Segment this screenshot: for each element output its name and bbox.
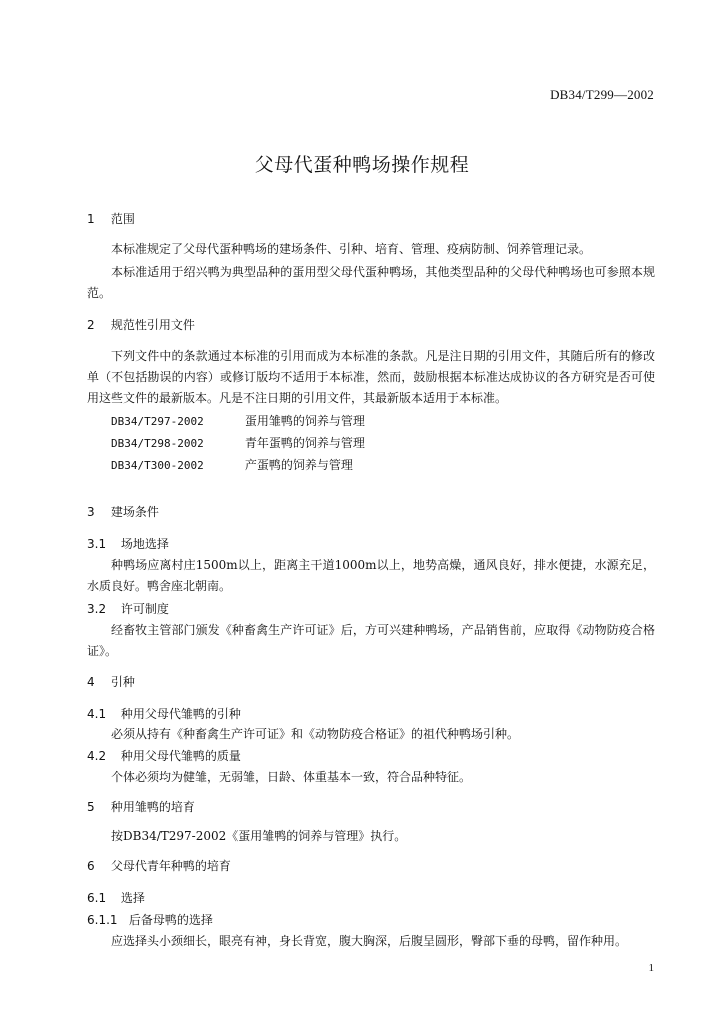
paragraph: 按DB34/T297-2002《蛋用雏鸭的饲养与管理》执行。 (111, 829, 407, 843)
subsection-3-1-heading (87, 535, 169, 552)
section-number: 4 (87, 675, 95, 689)
reference-code: DB34/T300-2002 (111, 459, 204, 472)
section-3-heading (87, 503, 159, 520)
reference-code: DB34/T298-2002 (111, 437, 204, 450)
section-number: 1 (87, 212, 95, 226)
section-title: 场地选择 (120, 537, 169, 551)
section-title: 父母代青年种鸭的培育 (110, 859, 231, 873)
subsection-6-1-heading (87, 889, 145, 906)
section-2-heading (87, 316, 195, 333)
section-title: 许可制度 (120, 602, 169, 616)
subsection-4-2-heading (87, 747, 241, 764)
reference-item (111, 412, 365, 429)
reference-item (111, 434, 365, 451)
paragraph: 经畜牧主管部门颁发《种畜禽生产许可证》后，方可兴建种鸭场，产品销售前，应取得《动物防疫合格证》。 (87, 623, 655, 658)
reference-code: DB34/T297-2002 (111, 415, 204, 428)
section-number: 2 (87, 318, 95, 332)
paragraph: 种鸭场应离村庄1500m以上，距离主干道1000m以上，地势高燥，通风良好，排水便捷，水源充足，水质良好。鸭舍座北朝南。 (87, 558, 655, 593)
section-title: 种用父母代雏鸭的引种 (120, 707, 241, 721)
reference-item (111, 456, 353, 473)
section-title: 选择 (120, 891, 145, 905)
section-number: 6 (87, 859, 95, 873)
section-title: 种用雏鸭的培育 (110, 800, 195, 814)
reference-name: 产蛋鸭的饲养与管理 (244, 458, 353, 472)
reference-name: 蛋用雏鸭的饲养与管理 (244, 414, 365, 428)
section-title: 种用父母代雏鸭的质量 (120, 749, 241, 763)
paragraph: 本标准适用于绍兴鸭为典型品种的蛋用型父母代蛋种鸭场，其他类型品种的父母代种鸭场也可参照本规范。 (87, 265, 655, 300)
section-title: 范围 (110, 212, 135, 226)
section-title: 建场条件 (110, 505, 159, 519)
reference-name: 青年蛋鸭的饲养与管理 (244, 436, 365, 450)
subsection-6-1-1-heading (87, 911, 213, 928)
subsection-3-2-heading (87, 600, 169, 617)
section-number: 3.2 (87, 602, 107, 616)
page-number: 1 (648, 962, 654, 974)
paragraph: 必须从持有《种畜禽生产许可证》和《动物防疫合格证》的祖代种鸭场引种。 (111, 727, 520, 741)
section-title: 规范性引用文件 (110, 318, 195, 332)
document-title: 父母代蛋种鸭场操作规程 (254, 154, 470, 176)
section-number: 5 (87, 800, 95, 814)
paragraph: 个体必须均为健雏，无弱雏，日龄、体重基本一致，符合品种特征。 (111, 770, 472, 784)
section-number: 6.1 (87, 891, 107, 905)
section-title: 后备母鸭的选择 (128, 913, 213, 927)
section-number: 4.2 (87, 749, 107, 763)
section-title: 引种 (110, 675, 135, 689)
paragraph: 应选择头小颈细长，眼亮有神，身长背宽，腹大胸深，后腹呈圆形，臀部下垂的母鸭，留作种用。 (111, 934, 628, 948)
section-1-heading (87, 210, 135, 227)
section-number: 4.1 (87, 707, 107, 721)
standard-code: DB34/T299—2002 (550, 87, 654, 102)
subsection-4-1-heading (87, 705, 241, 722)
section-4-heading (87, 673, 135, 690)
section-number: 6.1.1 (87, 913, 118, 927)
paragraph: 本标准规定了父母代蛋种鸭场的建场条件、引种、培育、管理、疫病防制、饲养管理记录。 (111, 242, 592, 256)
section-number: 3 (87, 505, 95, 519)
section-5-heading (87, 798, 195, 815)
paragraph: 下列文件中的条款通过本标准的引用而成为本标准的条款。凡是注日期的引用文件，其随后所有的修改单（不包括勘误的内容）或修订版均不适用于本标准，然而，鼓励根据本标准达成协议的各方研究是否可使用这些文件的最新版本。凡是不注日期的引用文件，其最新版本适用于本标准。 (87, 349, 655, 405)
section-6-heading (87, 857, 231, 874)
section-number: 3.1 (87, 537, 107, 551)
